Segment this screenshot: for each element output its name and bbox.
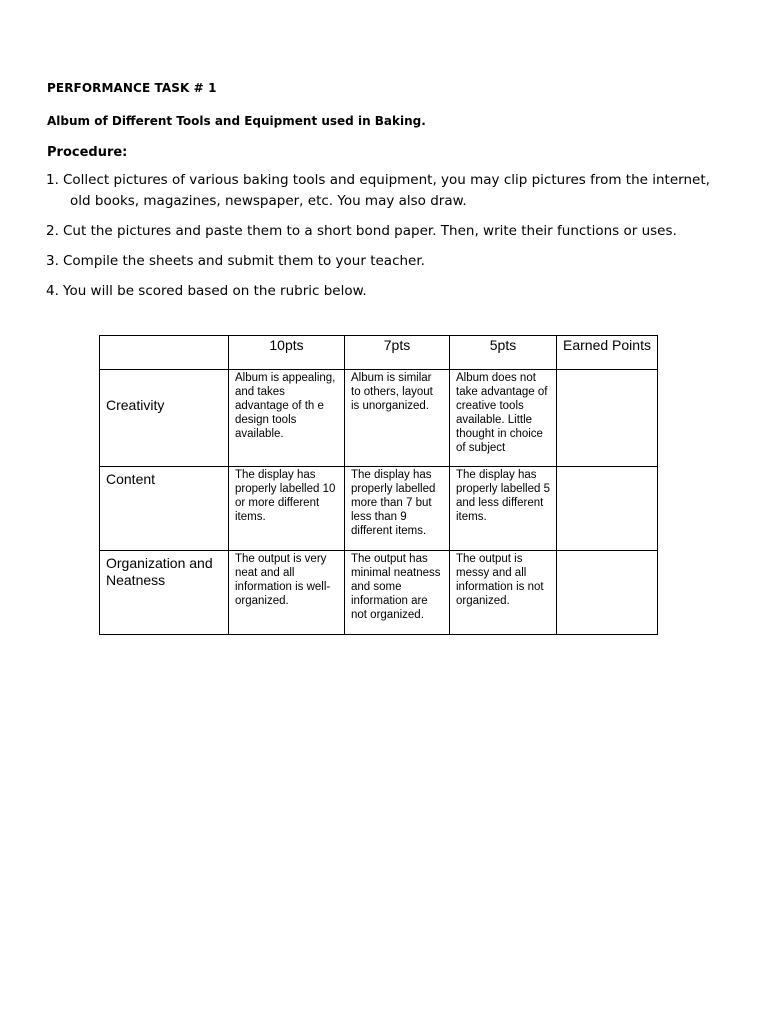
- organization-earned: [557, 551, 658, 635]
- procedure-label: Procedure:: [47, 145, 128, 160]
- content-earned: [557, 467, 658, 551]
- step-text: You will be scored based on the rubric below.: [63, 283, 367, 299]
- criterion-organization: Organization and Neatness: [100, 551, 229, 635]
- procedure-step: [46, 251, 736, 272]
- album-title: Album of Different Tools and Equipment used in Baking.: [47, 114, 426, 128]
- rubric-table: [99, 335, 658, 635]
- rubric-header-10pts: 10pts: [229, 336, 345, 370]
- content-10pts: The display has properly labelled 10 or more different items.: [229, 467, 345, 551]
- rubric-row-content: [100, 467, 658, 551]
- rubric-row-organization: [100, 551, 658, 635]
- organization-10pts: The output is very neat and all information is well-organized.: [229, 551, 345, 635]
- procedure-step: [46, 221, 736, 242]
- step-number: 3.: [46, 253, 59, 269]
- step-number: 4.: [46, 283, 59, 299]
- task-title: PERFORMANCE TASK # 1: [47, 81, 217, 95]
- step-number: 1.: [46, 172, 59, 188]
- creativity-5pts: Album does not take advantage of creative tools available. Little thought in choice of subject: [450, 370, 557, 467]
- procedure-steps: [46, 170, 736, 311]
- step-number: 2.: [46, 223, 59, 239]
- step-text-continued: old books, magazines, newspaper, etc. You may also draw.: [70, 193, 467, 209]
- rubric-header-5pts: 5pts: [450, 336, 557, 370]
- procedure-step: [46, 281, 736, 302]
- creativity-earned: [557, 370, 658, 467]
- step-text: Collect pictures of various baking tools and equipment, you may clip pictures from the internet,: [63, 172, 710, 188]
- rubric-header-7pts: 7pts: [345, 336, 450, 370]
- criterion-content: Content: [100, 467, 229, 551]
- rubric-header-blank: [100, 336, 229, 370]
- procedure-step: [46, 170, 736, 212]
- organization-7pts: The output has minimal neatness and some information are not organized.: [345, 551, 450, 635]
- step-text: Compile the sheets and submit them to your teacher.: [63, 253, 425, 269]
- rubric-row-creativity: [100, 370, 658, 467]
- content-7pts: The display has properly labelled more than 7 but less than 9 different items.: [345, 467, 450, 551]
- step-text: Cut the pictures and paste them to a short bond paper. Then, write their functions or uses.: [63, 223, 677, 239]
- criterion-creativity: Creativity: [100, 370, 229, 467]
- rubric-header-earned-points: Earned Points: [557, 336, 658, 370]
- creativity-10pts: Album is appealing, and takes advantage of th e design tools available.: [229, 370, 345, 467]
- rubric-header-row: [100, 336, 658, 370]
- organization-5pts: The output is messy and all information is not organized.: [450, 551, 557, 635]
- content-5pts: The display has properly labelled 5 and less different items.: [450, 467, 557, 551]
- creativity-7pts: Album is similar to others, layout is unorganized.: [345, 370, 450, 467]
